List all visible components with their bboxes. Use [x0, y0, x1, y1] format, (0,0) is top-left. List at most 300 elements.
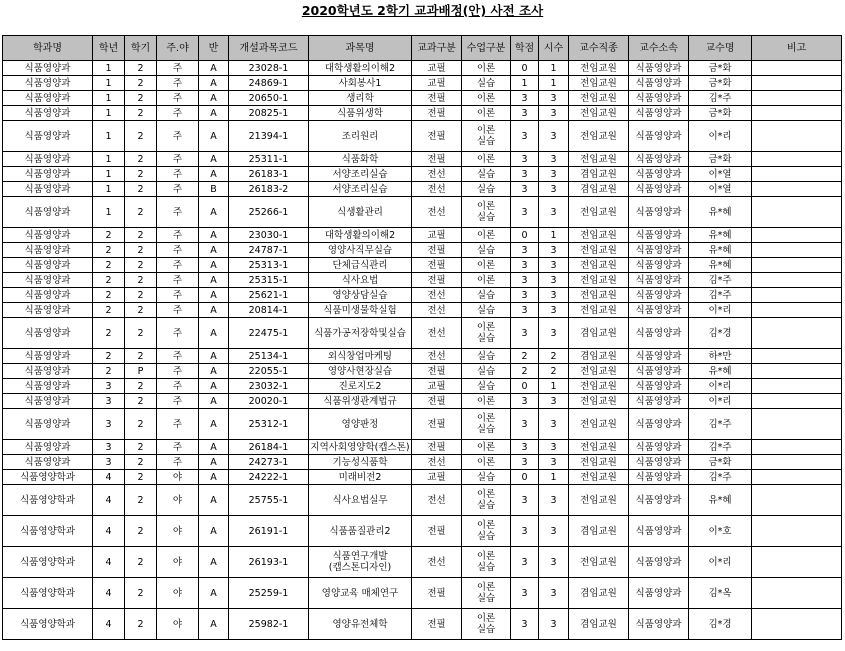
cell-class[interactable]: A	[199, 167, 229, 182]
cell-remarks[interactable]	[752, 318, 842, 349]
cell-course-name[interactable]: 식품위생학	[309, 106, 412, 121]
cell-prof-name[interactable]: 금*화	[689, 61, 752, 76]
cell-course-type[interactable]: 전필	[412, 91, 462, 106]
cell-day-night[interactable]: 주	[157, 106, 199, 121]
cell-class-type[interactable]: 이론	[462, 394, 511, 409]
cell-hours[interactable]: 3	[539, 318, 569, 349]
cell-day-night[interactable]: 주	[157, 455, 199, 470]
cell-hours[interactable]: 3	[539, 182, 569, 197]
cell-semester[interactable]: 2	[125, 516, 157, 547]
cell-course-code[interactable]: 25982-1	[229, 609, 309, 640]
cell-class-type[interactable]	[462, 121, 511, 152]
cell-hours[interactable]: 2	[539, 364, 569, 379]
cell-remarks[interactable]	[752, 106, 842, 121]
cell-dept[interactable]: 식품영양학과	[3, 516, 93, 547]
cell-hours[interactable]: 3	[539, 121, 569, 152]
cell-prof-rank[interactable]: 전임교원	[569, 273, 629, 288]
cell-prof-dept[interactable]: 식품영양과	[629, 228, 689, 243]
cell-prof-name[interactable]: 유*혜	[689, 243, 752, 258]
cell-hours[interactable]: 3	[539, 288, 569, 303]
cell-course-type[interactable]: 교필	[412, 76, 462, 91]
cell-course-name[interactable]: 식품가공저장학및실습	[309, 318, 412, 349]
cell-prof-dept[interactable]: 식품영양과	[629, 516, 689, 547]
cell-credit[interactable]: 3	[511, 121, 539, 152]
cell-prof-dept[interactable]: 식품영양과	[629, 61, 689, 76]
cell-prof-rank[interactable]: 겸임교원	[569, 167, 629, 182]
header-grade[interactable]: 학년	[93, 36, 125, 61]
cell-class[interactable]: A	[199, 228, 229, 243]
cell-prof-rank[interactable]: 전임교원	[569, 228, 629, 243]
cell-semester[interactable]: 2	[125, 547, 157, 578]
cell-credit[interactable]: 3	[511, 91, 539, 106]
cell-remarks[interactable]	[752, 440, 842, 455]
cell-prof-dept[interactable]: 식품영양과	[629, 485, 689, 516]
cell-course-name[interactable]: 지역사회영양학(캡스톤)	[310, 441, 410, 453]
cell-credit[interactable]: 3	[511, 394, 539, 409]
cell-hours[interactable]: 1	[539, 228, 569, 243]
cell-remarks[interactable]	[752, 258, 842, 273]
cell-day-night[interactable]: 야	[157, 578, 199, 609]
cell-hours[interactable]: 3	[539, 609, 569, 640]
cell-class[interactable]: A	[199, 455, 229, 470]
cell-prof-dept[interactable]: 식품영양과	[629, 394, 689, 409]
cell-prof-name[interactable]: 이*리	[689, 379, 752, 394]
cell-class-type[interactable]	[462, 409, 511, 440]
cell-course-name[interactable]: 영양교육 매체연구	[309, 578, 412, 609]
cell-dept[interactable]: 식품영양과	[3, 228, 93, 243]
cell-day-night[interactable]: 주	[157, 303, 199, 318]
cell-course-type[interactable]: 전선	[412, 182, 462, 197]
cell-semester[interactable]: 2	[125, 91, 157, 106]
cell-prof-name[interactable]: 김*주	[689, 91, 752, 106]
cell-class-type[interactable]	[462, 197, 511, 228]
cell-grade[interactable]: 3	[93, 379, 125, 394]
cell-dept[interactable]: 식품영양과	[3, 91, 93, 106]
cell-hours[interactable]: 3	[539, 167, 569, 182]
cell-remarks[interactable]	[752, 349, 842, 364]
cell-remarks[interactable]	[752, 197, 842, 228]
cell-dept[interactable]: 식품영양과	[3, 182, 93, 197]
cell-credit[interactable]: 3	[511, 258, 539, 273]
cell-day-night[interactable]: 주	[157, 440, 199, 455]
cell-day-night[interactable]: 주	[157, 91, 199, 106]
cell-course-name[interactable]: 영양유전체학	[309, 609, 412, 640]
cell-prof-name[interactable]: 이*열	[689, 167, 752, 182]
cell-day-night[interactable]: 주	[157, 228, 199, 243]
cell-prof-rank[interactable]: 겸임교원	[569, 318, 629, 349]
cell-course-code[interactable]: 20814-1	[229, 303, 309, 318]
cell-prof-rank[interactable]: 전임교원	[569, 61, 629, 76]
cell-course-type[interactable]: 전선	[412, 318, 462, 349]
cell-course-type[interactable]: 전선	[412, 455, 462, 470]
cell-class-type[interactable]: 실습	[462, 288, 511, 303]
cell-dept[interactable]: 식품영양과	[3, 394, 93, 409]
cell-dept[interactable]: 식품영양학과	[3, 485, 93, 516]
cell-prof-name[interactable]: 김*주	[689, 470, 752, 485]
cell-course-type[interactable]: 교필	[412, 379, 462, 394]
cell-hours[interactable]: 3	[539, 91, 569, 106]
cell-dept[interactable]: 식품영양과	[3, 364, 93, 379]
cell-class-type[interactable]	[462, 547, 511, 578]
cell-day-night[interactable]: 주	[157, 243, 199, 258]
cell-grade[interactable]: 1	[93, 61, 125, 76]
cell-semester[interactable]: 2	[125, 609, 157, 640]
cell-hours[interactable]: 2	[539, 349, 569, 364]
cell-course-name[interactable]: 외식창업마케팅	[309, 349, 412, 364]
cell-class[interactable]: A	[199, 258, 229, 273]
cell-course-code[interactable]: 20020-1	[229, 394, 309, 409]
cell-prof-name[interactable]: 유*혜	[689, 485, 752, 516]
cell-prof-dept[interactable]: 식품영양과	[629, 547, 689, 578]
cell-dept[interactable]: 식품영양학과	[3, 609, 93, 640]
cell-course-name[interactable]: 진로지도2	[309, 379, 412, 394]
cell-course-name[interactable]: 사회봉사1	[309, 76, 412, 91]
cell-prof-name[interactable]: 유*혜	[689, 197, 752, 228]
cell-class[interactable]: A	[199, 379, 229, 394]
cell-credit[interactable]: 3	[511, 106, 539, 121]
cell-course-name[interactable]: 식품품질관리2	[309, 516, 412, 547]
cell-class-type[interactable]: 실습	[462, 167, 511, 182]
cell-semester[interactable]: 2	[125, 243, 157, 258]
cell-credit[interactable]: 3	[511, 578, 539, 609]
cell-grade[interactable]: 1	[93, 76, 125, 91]
cell-prof-dept[interactable]: 식품영양과	[629, 197, 689, 228]
cell-prof-dept[interactable]: 식품영양과	[629, 273, 689, 288]
cell-day-night[interactable]: 주	[157, 349, 199, 364]
cell-prof-rank[interactable]: 전임교원	[569, 91, 629, 106]
cell-course-name[interactable]: 대학생활의이해2	[309, 61, 412, 76]
cell-semester[interactable]: 2	[125, 578, 157, 609]
cell-class[interactable]: A	[199, 91, 229, 106]
header-hours[interactable]: 시수	[539, 36, 569, 61]
cell-prof-dept[interactable]: 식품영양과	[629, 91, 689, 106]
cell-class-type[interactable]	[462, 485, 511, 516]
header-prof-name[interactable]: 교수명	[689, 36, 752, 61]
cell-credit[interactable]: 3	[511, 609, 539, 640]
cell-course-code[interactable]: 24869-1	[229, 76, 309, 91]
cell-dept[interactable]: 식품영양학과	[3, 470, 93, 485]
cell-class[interactable]: A	[199, 609, 229, 640]
cell-prof-name[interactable]: 하*만	[689, 349, 752, 364]
cell-dept[interactable]: 식품영양과	[3, 167, 93, 182]
cell-course-name[interactable]: 영양판정	[309, 409, 412, 440]
cell-prof-dept[interactable]: 식품영양과	[629, 455, 689, 470]
cell-prof-rank[interactable]: 전임교원	[569, 121, 629, 152]
cell-prof-rank[interactable]: 전임교원	[569, 409, 629, 440]
cell-prof-name[interactable]: 김*주	[689, 288, 752, 303]
cell-class-type[interactable]: 실습	[462, 182, 511, 197]
cell-remarks[interactable]	[752, 455, 842, 470]
cell-remarks[interactable]	[752, 273, 842, 288]
header-course-name[interactable]: 과목명	[309, 36, 412, 61]
header-course-code[interactable]: 개설과목코드	[229, 36, 309, 61]
cell-remarks[interactable]	[752, 288, 842, 303]
cell-semester[interactable]: 2	[125, 485, 157, 516]
cell-semester[interactable]: 2	[125, 303, 157, 318]
cell-grade[interactable]: 2	[93, 349, 125, 364]
cell-hours[interactable]: 3	[539, 394, 569, 409]
cell-day-night[interactable]: 주	[157, 167, 199, 182]
cell-course-name[interactable]: 식생활관리	[309, 197, 412, 228]
cell-class[interactable]: A	[199, 349, 229, 364]
cell-course-code[interactable]: 25266-1	[229, 197, 309, 228]
cell-hours[interactable]: 3	[539, 485, 569, 516]
cell-semester[interactable]: 2	[125, 288, 157, 303]
cell-semester[interactable]: 2	[125, 349, 157, 364]
cell-dept[interactable]: 식품영양과	[3, 121, 93, 152]
cell-course-code[interactable]: 26193-1	[229, 547, 309, 578]
cell-class-type[interactable]: 실습	[462, 364, 511, 379]
cell-grade[interactable]: 2	[93, 288, 125, 303]
cell-hours[interactable]: 3	[539, 106, 569, 121]
cell-prof-name[interactable]: 이*리	[689, 121, 752, 152]
cell-semester[interactable]: 2	[125, 379, 157, 394]
cell-class-type[interactable]	[462, 578, 511, 609]
cell-hours[interactable]: 3	[539, 455, 569, 470]
cell-prof-dept[interactable]: 식품영양과	[629, 318, 689, 349]
cell-grade[interactable]: 3	[93, 455, 125, 470]
cell-day-night[interactable]: 주	[157, 121, 199, 152]
cell-course-type[interactable]: 교필	[412, 61, 462, 76]
cell-hours[interactable]: 3	[539, 258, 569, 273]
cell-course-code[interactable]: 26183-2	[229, 182, 309, 197]
cell-course-name[interactable]: 서양조리실습	[309, 167, 412, 182]
cell-course-type[interactable]: 전선	[412, 288, 462, 303]
cell-class[interactable]: A	[199, 516, 229, 547]
cell-course-type[interactable]: 전선	[412, 167, 462, 182]
cell-remarks[interactable]	[752, 228, 842, 243]
cell-course-code[interactable]: 26191-1	[229, 516, 309, 547]
cell-course-type[interactable]: 전선	[412, 485, 462, 516]
cell-semester[interactable]: 2	[125, 197, 157, 228]
cell-prof-rank[interactable]: 전임교원	[569, 76, 629, 91]
cell-prof-rank[interactable]: 전임교원	[569, 394, 629, 409]
cell-semester[interactable]: 2	[125, 76, 157, 91]
cell-dept[interactable]: 식품영양과	[3, 106, 93, 121]
cell-course-name[interactable]: 조리원리	[309, 121, 412, 152]
cell-dept[interactable]: 식품영양과	[3, 303, 93, 318]
cell-prof-dept[interactable]: 식품영양과	[629, 409, 689, 440]
header-class-type[interactable]: 수업구분	[462, 36, 511, 61]
cell-prof-name[interactable]: 유*혜	[689, 228, 752, 243]
cell-remarks[interactable]	[752, 61, 842, 76]
cell-class[interactable]: A	[199, 318, 229, 349]
cell-hours[interactable]: 3	[539, 152, 569, 167]
cell-course-code[interactable]: 25311-1	[229, 152, 309, 167]
cell-day-night[interactable]: 야	[157, 547, 199, 578]
cell-day-night[interactable]: 야	[157, 609, 199, 640]
cell-day-night[interactable]: 주	[157, 197, 199, 228]
cell-remarks[interactable]	[752, 547, 842, 578]
cell-semester[interactable]: 2	[125, 318, 157, 349]
cell-prof-rank[interactable]: 전임교원	[569, 364, 629, 379]
cell-grade[interactable]: 2	[93, 258, 125, 273]
cell-semester[interactable]: 2	[125, 273, 157, 288]
cell-prof-dept[interactable]: 식품영양과	[629, 440, 689, 455]
cell-grade[interactable]: 2	[93, 273, 125, 288]
cell-remarks[interactable]	[752, 182, 842, 197]
cell-day-night[interactable]: 주	[157, 364, 199, 379]
cell-class[interactable]: A	[199, 152, 229, 167]
cell-course-type[interactable]: 전필	[412, 121, 462, 152]
cell-course-code[interactable]: 20825-1	[229, 106, 309, 121]
cell-course-code[interactable]: 23030-1	[229, 228, 309, 243]
cell-class[interactable]: A	[199, 440, 229, 455]
cell-grade[interactable]: 2	[93, 364, 125, 379]
cell-remarks[interactable]	[752, 379, 842, 394]
cell-course-code[interactable]: 25621-1	[229, 288, 309, 303]
cell-prof-rank[interactable]: 겸임교원	[569, 349, 629, 364]
cell-prof-dept[interactable]: 식품영양과	[629, 364, 689, 379]
cell-class-type[interactable]: 실습	[462, 349, 511, 364]
cell-prof-rank[interactable]: 전임교원	[569, 197, 629, 228]
cell-semester[interactable]: 2	[125, 394, 157, 409]
cell-grade[interactable]: 1	[93, 91, 125, 106]
cell-day-night[interactable]: 야	[157, 516, 199, 547]
cell-credit[interactable]: 2	[511, 349, 539, 364]
cell-dept[interactable]: 식품영양과	[3, 61, 93, 76]
cell-prof-name[interactable]: 금*화	[689, 152, 752, 167]
cell-hours[interactable]: 1	[539, 379, 569, 394]
cell-class[interactable]: A	[199, 197, 229, 228]
cell-course-type[interactable]: 전필	[412, 152, 462, 167]
cell-dept[interactable]: 식품영양과	[3, 379, 93, 394]
cell-credit[interactable]: 0	[511, 470, 539, 485]
cell-credit[interactable]: 1	[511, 76, 539, 91]
cell-prof-name[interactable]: 김*주	[689, 273, 752, 288]
cell-prof-rank[interactable]: 전임교원	[569, 258, 629, 273]
cell-prof-dept[interactable]: 식품영양과	[629, 303, 689, 318]
cell-class[interactable]: A	[199, 303, 229, 318]
cell-dept[interactable]: 식품영양과	[3, 288, 93, 303]
cell-class-type[interactable]: 실습	[462, 76, 511, 91]
cell-class[interactable]: A	[199, 76, 229, 91]
cell-grade[interactable]: 4	[93, 516, 125, 547]
cell-prof-name[interactable]: 금*화	[689, 76, 752, 91]
cell-grade[interactable]: 4	[93, 485, 125, 516]
cell-dept[interactable]: 식품영양학과	[3, 578, 93, 609]
cell-class[interactable]: A	[199, 547, 229, 578]
cell-prof-name[interactable]: 유*혜	[689, 258, 752, 273]
cell-course-name[interactable]: 식사요법	[309, 273, 412, 288]
cell-semester[interactable]: 2	[125, 182, 157, 197]
cell-hours[interactable]: 1	[539, 76, 569, 91]
cell-course-code[interactable]: 22475-1	[229, 318, 309, 349]
cell-prof-dept[interactable]: 식품영양과	[629, 609, 689, 640]
cell-day-night[interactable]: 주	[157, 258, 199, 273]
cell-course-name[interactable]: 식품미생물학실험	[309, 303, 412, 318]
cell-hours[interactable]: 3	[539, 578, 569, 609]
cell-course-code[interactable]: 25755-1	[229, 485, 309, 516]
cell-credit[interactable]: 3	[511, 288, 539, 303]
cell-course-type[interactable]: 전필	[412, 409, 462, 440]
cell-day-night[interactable]: 주	[157, 273, 199, 288]
cell-grade[interactable]: 1	[93, 197, 125, 228]
cell-prof-name[interactable]: 유*혜	[689, 364, 752, 379]
cell-prof-dept[interactable]: 식품영양과	[629, 243, 689, 258]
cell-dept[interactable]: 식품영양과	[3, 152, 93, 167]
cell-credit[interactable]: 3	[511, 273, 539, 288]
cell-credit[interactable]: 3	[511, 485, 539, 516]
cell-class-type[interactable]: 이론	[462, 455, 511, 470]
cell-course-name[interactable]: 영양상담실습	[309, 288, 412, 303]
cell-remarks[interactable]	[752, 152, 842, 167]
cell-dept[interactable]: 식품영양과	[3, 318, 93, 349]
cell-prof-dept[interactable]: 식품영양과	[629, 167, 689, 182]
cell-prof-dept[interactable]: 식품영양과	[629, 379, 689, 394]
cell-semester[interactable]: 2	[125, 121, 157, 152]
cell-course-name[interactable]: 대학생활의이해2	[309, 228, 412, 243]
cell-remarks[interactable]	[752, 91, 842, 106]
cell-hours[interactable]: 3	[539, 197, 569, 228]
cell-day-night[interactable]: 야	[157, 485, 199, 516]
cell-course-type[interactable]: 교필	[412, 228, 462, 243]
cell-grade[interactable]: 4	[93, 547, 125, 578]
cell-course-code[interactable]: 23032-1	[229, 379, 309, 394]
cell-dept[interactable]: 식품영양과	[3, 440, 93, 455]
cell-prof-dept[interactable]: 식품영양과	[629, 349, 689, 364]
cell-dept[interactable]: 식품영양과	[3, 243, 93, 258]
cell-remarks[interactable]	[752, 609, 842, 640]
header-semester[interactable]: 학기	[125, 36, 157, 61]
cell-course-code[interactable]: 25313-1	[229, 258, 309, 273]
cell-remarks[interactable]	[752, 121, 842, 152]
cell-class-type[interactable]	[462, 318, 511, 349]
cell-semester[interactable]: 2	[125, 440, 157, 455]
cell-grade[interactable]: 3	[93, 394, 125, 409]
cell-prof-name[interactable]: 이*호	[689, 516, 752, 547]
cell-prof-rank[interactable]: 전임교원	[569, 379, 629, 394]
header-class[interactable]: 반	[199, 36, 229, 61]
cell-remarks[interactable]	[752, 364, 842, 379]
cell-credit[interactable]: 2	[511, 364, 539, 379]
cell-semester[interactable]: 2	[125, 167, 157, 182]
cell-prof-rank[interactable]: 전임교원	[569, 288, 629, 303]
cell-remarks[interactable]	[752, 394, 842, 409]
cell-grade[interactable]: 1	[93, 152, 125, 167]
cell-grade[interactable]: 1	[93, 167, 125, 182]
cell-credit[interactable]: 3	[511, 409, 539, 440]
cell-prof-name[interactable]: 김*주	[689, 440, 752, 455]
cell-prof-name[interactable]: 이*리	[689, 394, 752, 409]
cell-course-code[interactable]: 24787-1	[229, 243, 309, 258]
cell-course-type[interactable]: 전필	[412, 394, 462, 409]
cell-prof-name[interactable]: 김*주	[689, 409, 752, 440]
cell-remarks[interactable]	[752, 76, 842, 91]
cell-hours[interactable]: 3	[539, 440, 569, 455]
cell-grade[interactable]: 4	[93, 609, 125, 640]
cell-grade[interactable]: 4	[93, 470, 125, 485]
cell-grade[interactable]: 1	[93, 121, 125, 152]
cell-prof-rank[interactable]: 겸임교원	[569, 609, 629, 640]
cell-prof-rank[interactable]: 전임교원	[569, 485, 629, 516]
cell-prof-dept[interactable]: 식품영양과	[629, 121, 689, 152]
cell-credit[interactable]: 0	[511, 61, 539, 76]
cell-class[interactable]: A	[199, 364, 229, 379]
cell-class-type[interactable]: 이론	[462, 273, 511, 288]
cell-prof-rank[interactable]: 전임교원	[569, 440, 629, 455]
cell-course-type[interactable]: 교필	[412, 470, 462, 485]
cell-day-night[interactable]: 야	[157, 470, 199, 485]
cell-class-type[interactable]	[462, 609, 511, 640]
cell-course-name[interactable]: 미래비전2	[309, 470, 412, 485]
cell-class[interactable]: B	[199, 182, 229, 197]
cell-semester[interactable]: 2	[125, 152, 157, 167]
cell-course-code[interactable]: 25312-1	[229, 409, 309, 440]
cell-credit[interactable]: 0	[511, 228, 539, 243]
cell-day-night[interactable]: 주	[157, 394, 199, 409]
cell-day-night[interactable]: 주	[157, 152, 199, 167]
